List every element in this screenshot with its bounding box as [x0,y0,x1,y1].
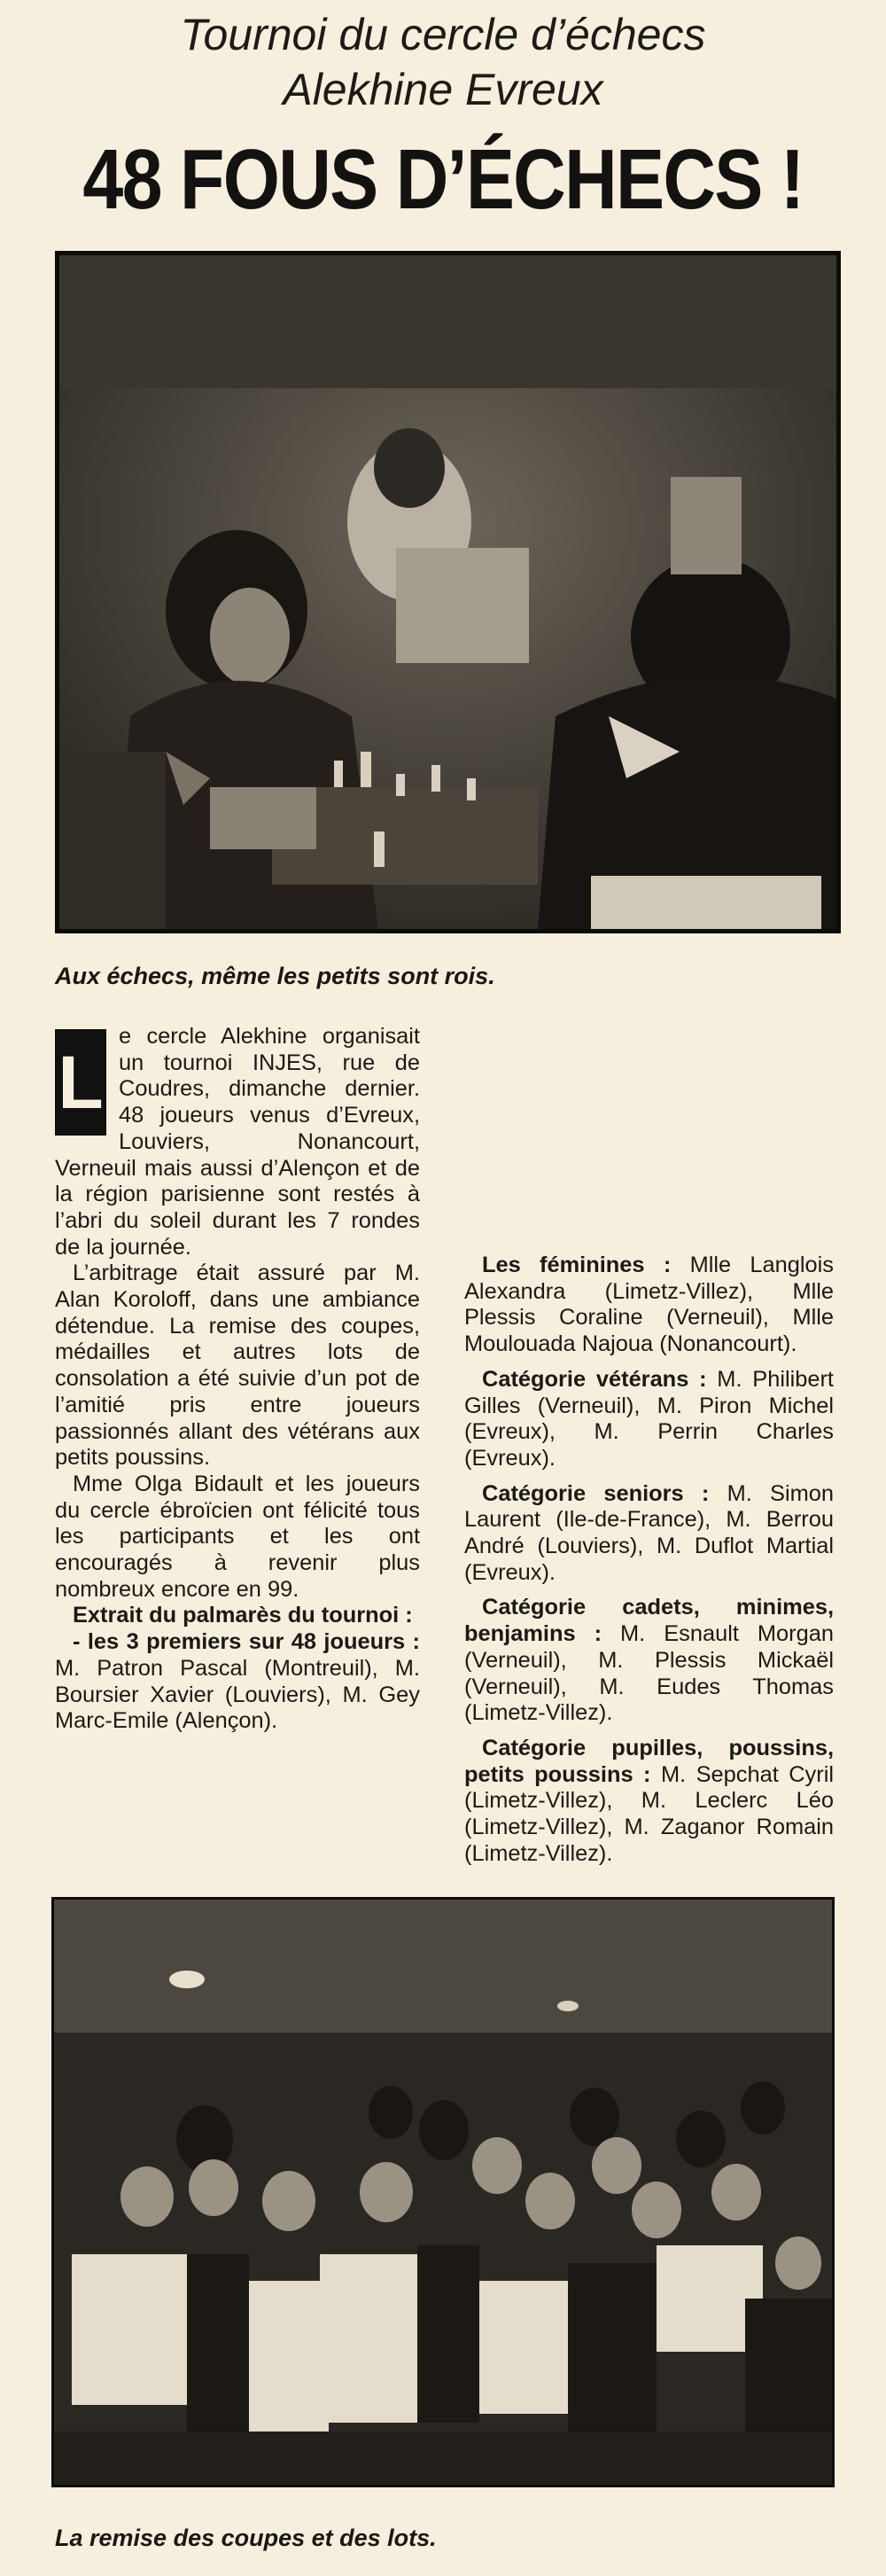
article-column-1 [55,1024,420,1735]
kicker [0,7,886,117]
kicker-line-2: Alekhine Evreux [283,65,603,114]
photo-caption: Aux échecs, même les petits sont rois. [55,963,495,989]
article-column-2 [464,1024,834,1867]
seniors-entry: Catégorie seniors : M. Simon Laurent (Ile-de-France), M. Berrou André (Louviers), M. Duflot Martial (Evreux). [464,1480,834,1585]
photo-caption: La remise des coupes et des lots. [55,2525,437,2551]
feminines-entry: Les féminines : Mlle Langlois Alexandra (Limetz-Villez), Mlle Plessis Coraline (Verneuil), Mlle Moulouada Najoua (Nonancourt). [464,1253,834,1357]
kicker-line-1: Tournoi du cercle d’échecs [180,10,706,59]
prize-ceremony-photo [51,1897,835,2487]
article-paragraph: e cercle Alekhine organisait un tournoi INJES, rue de Coudres, dimanche dernier. 48 joueurs venus d’Evreux, Louviers, Nonancourt, Verneuil mais aussi d’Alençon et de la région parisienne sont restés à l’abri du soleil durant les 7 rondes de la journée. [55,1024,420,1260]
article-paragraph: L’arbitrage était assuré par M. Alan Koroloff, dans une ambiance détendue. La remise des coupes, médailles et autres lots de consolation a été suivie d’un pot de l’amitié pris entre joueurs passionnés allant des vétérans aux petits poussins. [55,1261,420,1471]
article-paragraph: Mme Olga Bidault et les joueurs du cercle ébroïcien ont félicité tous les participants et les ont encouragés à revenir plus nombreux encore en 99. [55,1471,420,1602]
palmares-heading: Extrait du palmarès du tournoi : [73,1603,413,1628]
drop-cap: L [55,1029,106,1136]
headline: 48 FOUS D’ÉCHECS ! [82,132,804,227]
veterans-entry: Catégorie vétérans : M. Philibert Gilles (Verneuil), M. Piron Michel (Evreux), M. Perrin Charles (Evreux). [464,1366,834,1471]
top3-entry: - les 3 premiers sur 48 joueurs : M. Patron Pascal (Montreuil), M. Boursier Xavier (Louviers), M. Gey Marc-Emile (Alençon). [55,1629,420,1734]
cadets-entry: Catégorie cadets, minimes, benjamins : M. Esnault Morgan (Verneuil), M. Plessis Mickaël (Verneuil), M. Eudes Thomas (Limetz-Villez). [464,1595,834,1726]
pupilles-entry: Catégorie pupilles, poussins, petits poussins : M. Sepchat Cyril (Limetz-Villez), M. Leclerc Léo (Limetz-Villez), M. Zaganor Romain (Limetz-Villez). [464,1735,834,1866]
chess-players-photo [55,251,841,933]
